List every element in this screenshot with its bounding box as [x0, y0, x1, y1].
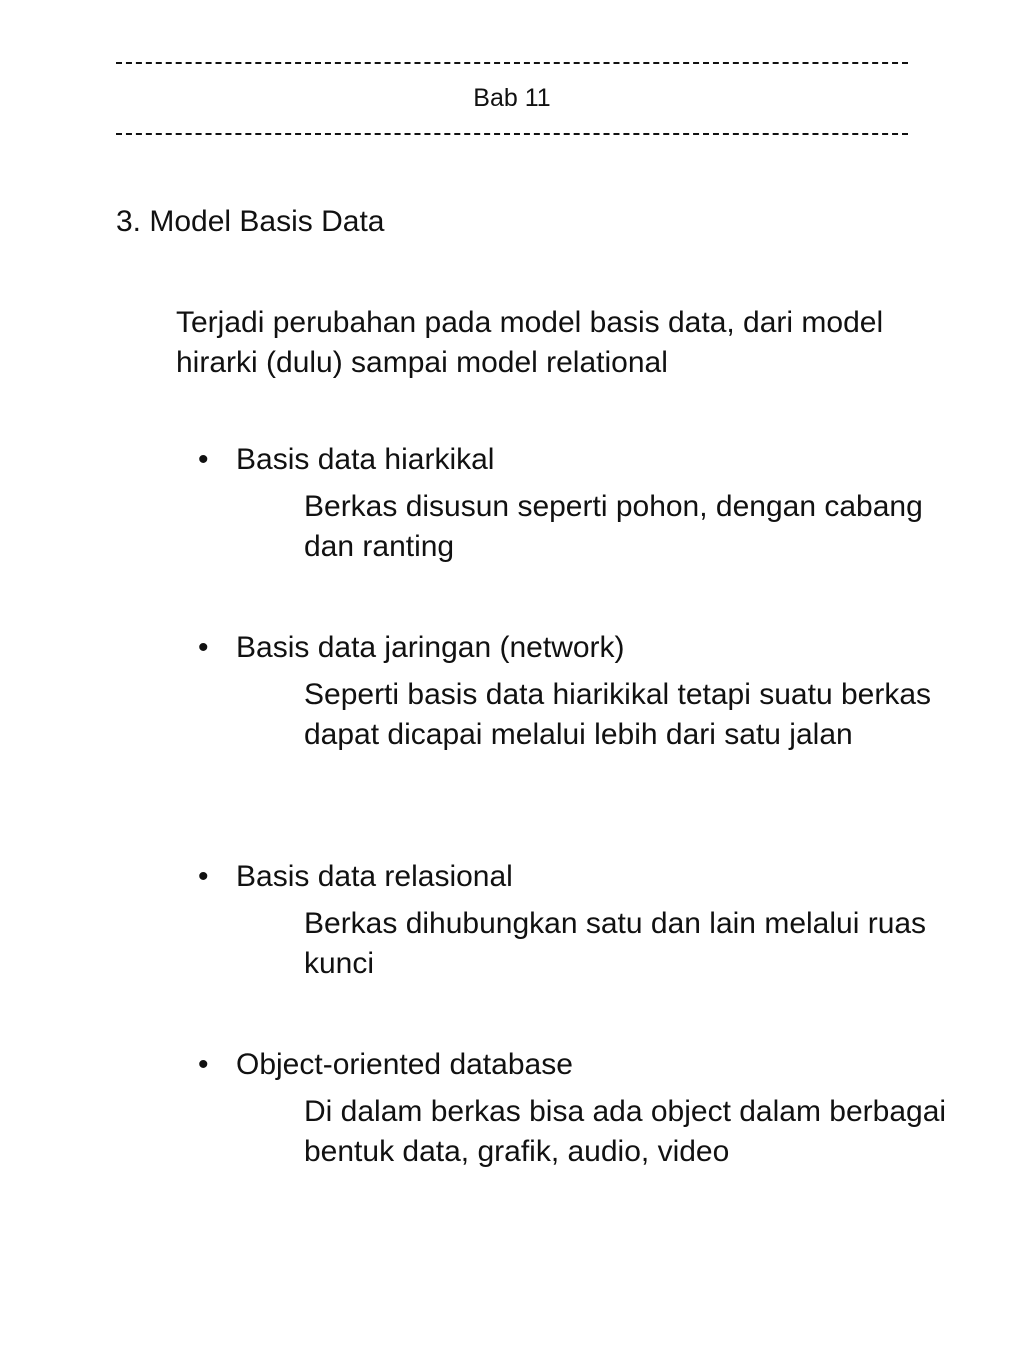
list-item-description: Berkas dihubungkan satu dan lain melalui ruas kunci [304, 907, 927, 980]
list-item-heading [198, 858, 978, 896]
list-item-network [198, 629, 978, 755]
section-intro: Terjadi perubahan pada model basis data, dari model hirarki (dulu) sampai model relational [176, 306, 884, 379]
chapter-heading: Bab 11 [473, 84, 551, 112]
section-title: 3. Model Basis Data [116, 205, 385, 238]
bullet-icon: • [198, 443, 209, 476]
list-item-hierarchical [198, 441, 978, 567]
bullet-icon: • [198, 860, 209, 893]
bullet-icon: • [198, 1048, 209, 1081]
list-item-description: Seperti basis data hiarikikal tetapi suatu berkas dapat dicapai melalui lebih dari satu jalan [304, 678, 932, 751]
list-item-heading [198, 629, 978, 667]
header-divider-bottom [116, 133, 908, 135]
list-item-title: Basis data relasional [236, 860, 513, 893]
list-item-relational [198, 858, 978, 984]
list-item-heading [198, 1046, 978, 1084]
list-item-description: Berkas disusun seperti pohon, dengan cabang dan ranting [304, 490, 923, 563]
list-item-title: Basis data jaringan (network) [236, 631, 625, 664]
list-item-object-oriented [198, 1046, 978, 1172]
header-divider-top [116, 62, 908, 64]
list-item-title: Basis data hiarkikal [236, 443, 495, 476]
list-item-description: Di dalam berkas bisa ada object dalam berbagai bentuk data, grafik, audio, video [304, 1095, 947, 1168]
list-item-title: Object-oriented database [236, 1048, 573, 1081]
bullet-icon: • [198, 631, 209, 664]
list-item-heading [198, 441, 978, 479]
